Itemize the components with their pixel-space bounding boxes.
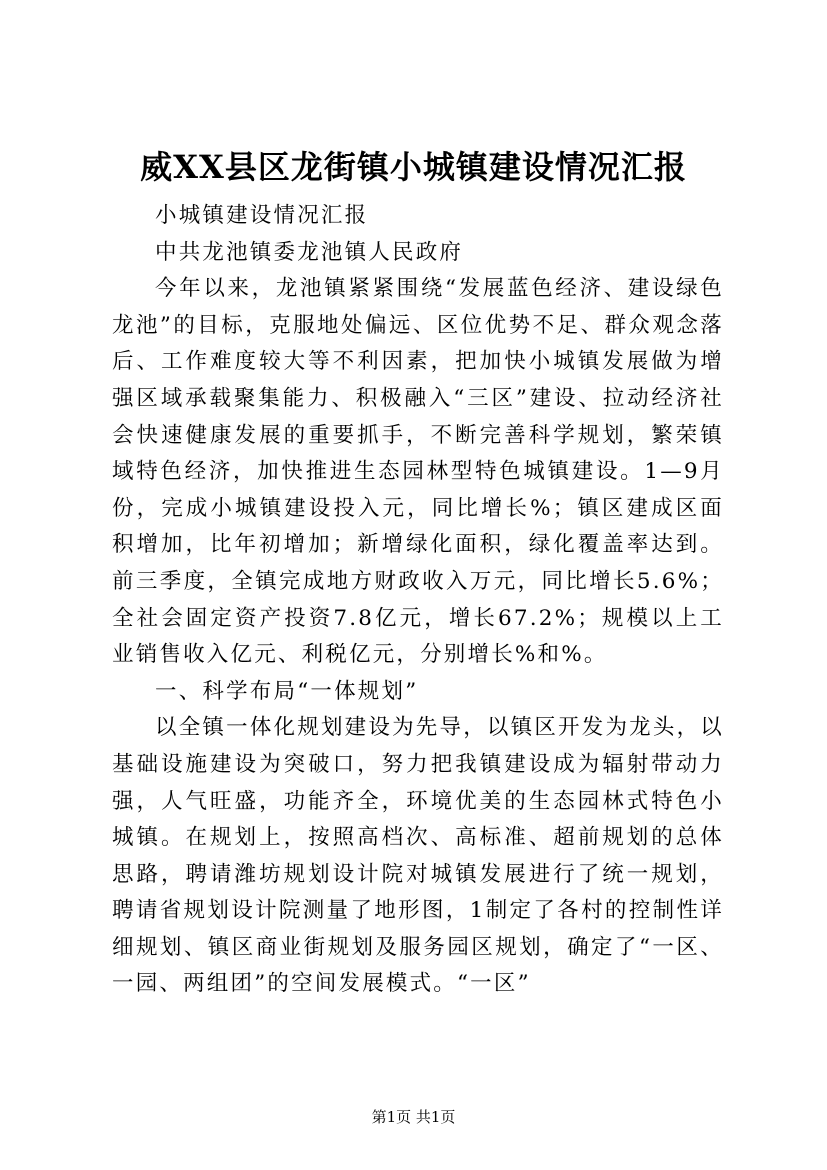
paragraph-subtitle: 小城镇建设情况汇报	[155, 203, 369, 228]
paragraph-author: 中共龙池镇委龙池镇人民政府	[155, 239, 464, 265]
paragraph-section-1: 以全镇一体化规划建设为先导，以镇区开发为龙头，以基础设施建设为突破口，努力把我镇建设成为辐射带动力强，人气旺盛，功能齐全，环境优美的生态园林式特色小城镇。在规划上，按照高档次、高标准、超前规划的总体思路，聘请潍坊规划设计院对城镇发展进行了统一规划，聘请省规划设计院测量了地形图，1制定了各村的控制性详细规划、镇区商业街规划及服务园区规划，确定了“一区、一园、两组团”的空间发展模式。“一区”	[112, 715, 724, 997]
document-body	[112, 198, 724, 1003]
page-footer: 第1页 共1页	[371, 1108, 456, 1126]
paragraph-summary: 今年以来，龙池镇紧紧围绕“发展蓝色经济、建设绿色龙池”的目标，克服地处偏远、区位优势不足、群众观念落后、工作难度较大等不利因素，把加快小城镇发展做为增强区域承载聚集能力、积极融入“三区”建设、拉动经济社会快速健康发展的重要抓手，不断完善科学规划，繁荣镇域特色经济，加快推进生态园林型特色城镇建设。1—9月份，完成小城镇建设投入元，同比增长%；镇区建成区面积增加，比年初增加；新增绿化面积，绿化覆盖率达到。前三季度，全镇完成地方财政收入万元，同比增长5.6%；全社会固定资产投资7.8亿元，增长67.2%；规模以上工业销售收入亿元、利税亿元，分别增长%和%。	[112, 276, 724, 668]
document-title: 威XX县区龙街镇小城镇建设情况汇报	[140, 148, 687, 186]
section-heading-1: 一、科学布局“一体规划”	[155, 678, 419, 704]
